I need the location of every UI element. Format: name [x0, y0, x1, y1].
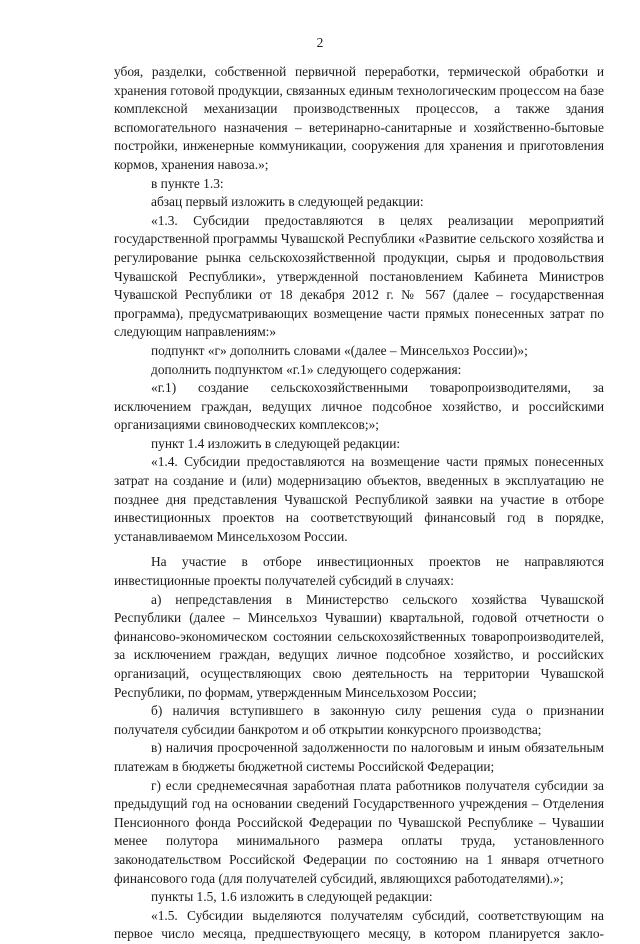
paragraph-1-5-text: «1.5. Субсидии выделяются получателям субсидий, соответствующим на первое число месяца, предшествующего месяцу, в котором планируется закло-	[114, 907, 604, 942]
paragraph-items-1-5-1-6: пункты 1.5, 1.6 изложить в следующей редакции:	[151, 889, 433, 905]
paragraph-add-g1: дополнить подпунктом «г.1» следующего содержания:	[151, 361, 462, 377]
paragraph-first-abzac: абзац первый изложить в следующей редакции:	[151, 194, 424, 210]
paragraph-continuation: убоя, разделки, собственной первичной переработки, термической обработки и хранения готовой продукции, связанных единым технологическим процессом на базе комплексной механизации производственных процессов, а также здания вспомогательного назначения – ветеринарно-санитарные и хозяйственно-бытовые постройки, инженерные коммуникации, сооружения для хранения и приготовления кормов, хранения навоза.»;	[114, 64, 604, 172]
paragraph-1-4-text: «1.4. Субсидии предоставляются на возмещение части прямых понесенных затрат на создание и (или) модернизацию объектов, введенных в эксплуатацию не позднее дня представления Чувашской Республикой заявки на участие в отборе инвестиционных проектов на соответствующий финансовый год в порядке, устанавливаемом Минсельхозом России.	[114, 454, 604, 544]
paragraph-case-v: в) наличия просроченной задолженности по налоговым и иным обязательным платежам в бюджеты бюджетной системы Российской Федерации;	[114, 740, 604, 774]
paragraph-subitem-g: подпункт «г» дополнить словами «(далее – Минсельхоз России)»;	[151, 342, 528, 358]
paragraph-item-1-4: пункт 1.4 изложить в следующей редакции:	[151, 435, 401, 451]
paragraph-g1-text: «г.1) создание сельскохозяйственными товаропроизводителями, за исключением граждан, ведущих личное подсобное хозяйство, и российскими организациями свиноводческих комплексов;»;	[114, 380, 604, 433]
page-number: 2	[316, 35, 324, 50]
paragraph-case-b: б) наличия вступившего в законную силу решения суда о признании получателя субсидии банкротом и об открытии конкурсного производства;	[114, 703, 604, 737]
paragraph-case-a: а) непредставления в Министерство сельского хозяйства Чувашской Республики (далее – Минсельхоз Чувашии) квартальной, годовой отчетности о финансово-экономическом состоянии сельскохозяйственных товаропроизводителей, за исключением граждан, ведущих личное подсобное хозяйство, и российских организаций, осуществляющих свою деятельность на территории Чувашской Республики, по формам, утвержденным Минсельхозом России;	[114, 591, 604, 700]
paragraph-selection-cases: На участие в отборе инвестиционных проектов не направляются инвестиционные проекты получателей субсидий в случаях:	[114, 554, 604, 589]
paragraph-case-g: г) если среднемесячная заработная плата работников получателя субсидии за предыдущий год на основании сведений Государственного учреждения – Отделения Пенсионного фонда Российской Федерации по Чувашской Республике – Чувашии менее полутора минимального размера оплаты труда, установленного законодательством Российской Федерации по состоянию на 1 января отчетного финансового года (для получателей субсидий, являющихся работодателями).»;	[114, 777, 604, 886]
document-body	[114, 63, 604, 944]
paragraph-item-1-3: в пункте 1.3:	[151, 175, 224, 191]
paragraph-1-3-text: «1.3. Субсидии предоставляются в целях реализации мероприятий государственной программы Чувашской Республики «Развитие сельского хозяйства и регулирование рынка сельскохозяйственной продукции, сырья и продовольствия Чувашской Республики», утвержденной постановлением Кабинета Министров Чувашской Республики от 18 декабря 2012 г. № 567 (далее – государственная программа), предусматривающих возмещение части прямых понесенных затрат по следующим направлениям:»	[114, 212, 604, 340]
